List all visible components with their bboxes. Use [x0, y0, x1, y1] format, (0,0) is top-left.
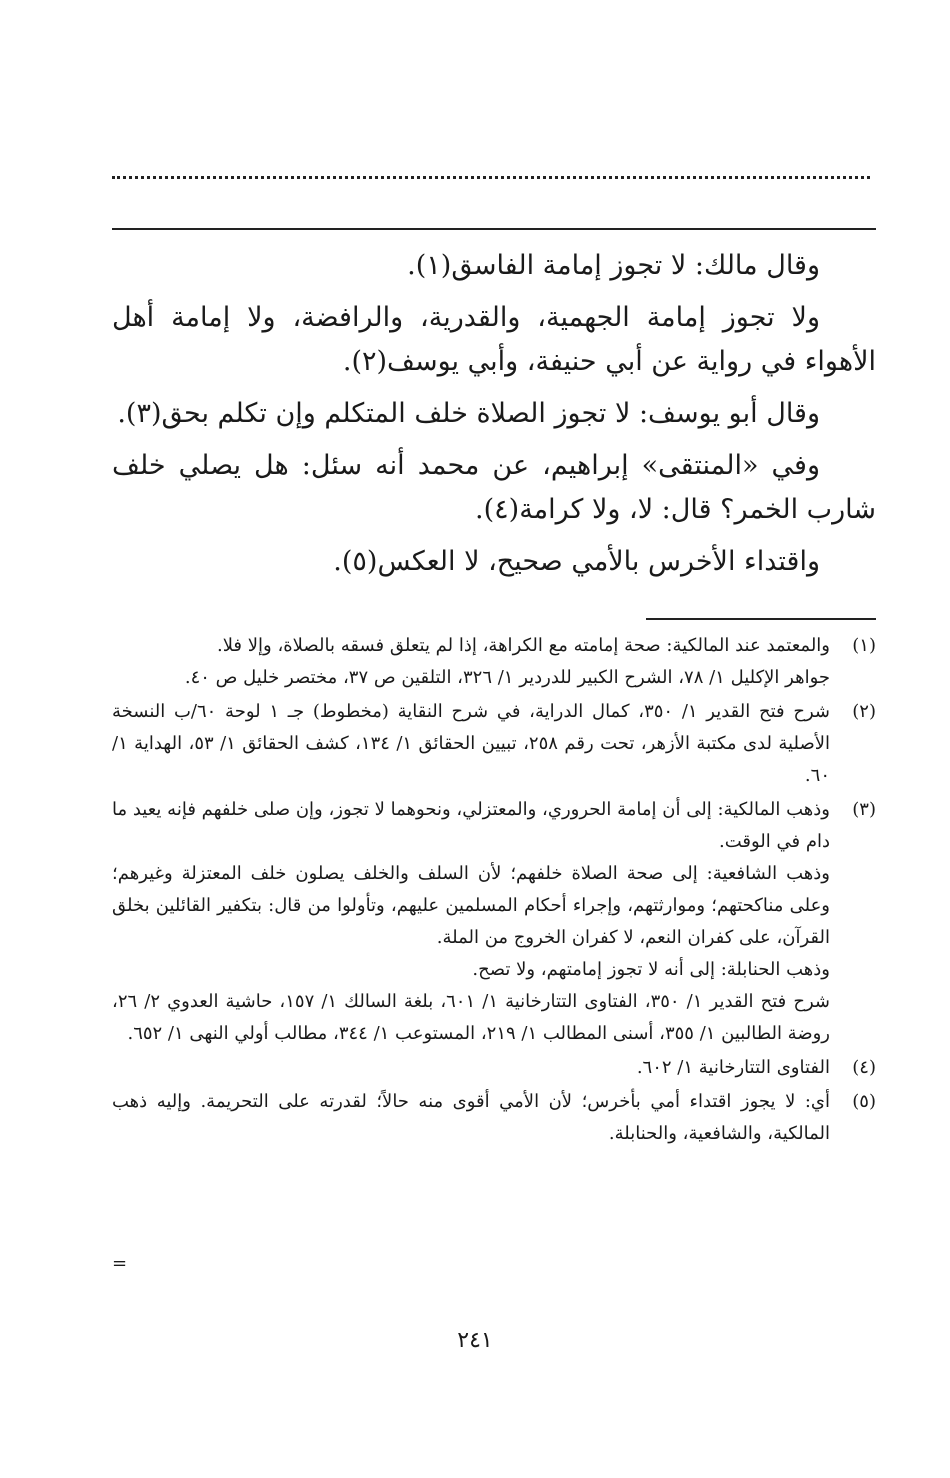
main-paragraph: وفي «المنتقى» إبراهيم، عن محمد أنه سئل: هل يصلي خلف شارب الخمر؟ قال: لا، ولا كرامة(٤). [112, 450, 876, 525]
top-rule [112, 228, 876, 230]
main-paragraph: وقال أبو يوسف: لا تجوز الصلاة خلف المتكلم وإن تكلم بحق(٣). [117, 398, 820, 429]
dotted-leader [112, 176, 870, 179]
footnote-number: (٣) [852, 799, 876, 820]
footnote-line: وذهب المالكية: إلى أن إمامة الحروري، والمعتزلي، ونحوهما لا تجوز، وإن صلى خلفهم فإنه يعيد ما دام في الوقت. [112, 799, 830, 852]
main-paragraph: وقال مالك: لا تجوز إمامة الفاسق(١). [407, 250, 820, 281]
footnote-5 [112, 1086, 876, 1150]
continuation-mark: = [112, 1253, 128, 1274]
footnote-line: وذهب الشافعية: إلى صحة الصلاة خلفهم؛ لأن السلف والخلف يصلون خلف المعتزلة وغيرهم؛ وعلى مناكحتهم؛ وموارثتهم، وإجراء أحكام المسلمين عليهم، وتأولوا من قال: بتكفير القائلين بخلق القرآن، على كفران النعم، لا كفران الخروج من الملة. [112, 863, 830, 948]
footnote-line: شرح فتح القدير ١/ ٣٥٠، الفتاوى التتارخانية ١/ ٦٠١، بلغة السالك ١/ ١٥٧، حاشية العدوي ٢/ ٢٦، روضة الطالبين ١/ ٣٥٥، أسنى المطالب ١/ ٢١٩، المستوعب ١/ ٣٤٤، مطالب أولي النهى ١/ ٦٥٢. [112, 991, 830, 1044]
footnote-line: الفتاوى التتارخانية ١/ ٦٠٢. [636, 1057, 830, 1078]
footnote-line: والمعتمد عند المالكية: صحة إمامته مع الكراهة، إذا لم يتعلق فسقه بالصلاة، وإلا فلا. [216, 635, 830, 656]
main-text [112, 244, 876, 584]
footnote-number: (٢) [852, 701, 876, 722]
footnote-line: جواهر الإكليل ١/ ٧٨، الشرح الكبير للدردير ١/ ٣٢٦، التلقين ص ٣٧، مختصر خليل ص ٤٠. [184, 667, 830, 688]
footnote-2 [112, 696, 876, 792]
footnotes [112, 630, 876, 1152]
main-paragraph: ولا تجوز إمامة الجهمية، والقدرية، والرافضة، ولا إمامة أهل الأهواء في رواية عن أبي حنيفة، وأبي يوسف(٢). [112, 302, 876, 377]
footnote-separator [646, 618, 876, 620]
footnote-body [112, 1052, 830, 1084]
footnote-number: (١) [852, 635, 876, 656]
footnote-number: (٥) [852, 1091, 876, 1112]
footnote-body [112, 696, 830, 792]
footnote-body [112, 794, 830, 1050]
footnote-line: أي: لا يجوز اقتداء أمي بأخرس؛ لأن الأمي أقوى منه حالاً؛ لقدرته على التحريمة. وإليه ذهب المالكية، والشافعية، والحنابلة. [112, 1091, 830, 1144]
footnote-number: (٤) [852, 1057, 876, 1078]
footnote-line: شرح فتح القدير ١/ ٣٥٠، كمال الدراية، في شرح النقاية (مخطوط) جـ ١ لوحة ٦٠/ب النسخة الأصلية لدى مكتبة الأزهر، تحت رقم ٢٥٨، تبيين الحقائق ١/ ١٣٤، كشف الحقائق ١/ ٥٣، الهداية ١/ ٦٠. [112, 701, 830, 786]
footnote-3 [112, 794, 876, 1050]
footnote-body [112, 630, 830, 694]
page-number: ٢٤١ [457, 1328, 493, 1353]
main-paragraph: واقتداء الأخرس بالأمي صحيح، لا العكس(٥). [333, 546, 820, 577]
footnote-body [112, 1086, 830, 1150]
footnote-1 [112, 630, 876, 694]
footnote-line: وذهب الحنابلة: إلى أنه لا تجوز إمامتهم، ولا تصح. [472, 959, 830, 980]
footnote-4 [112, 1052, 876, 1084]
